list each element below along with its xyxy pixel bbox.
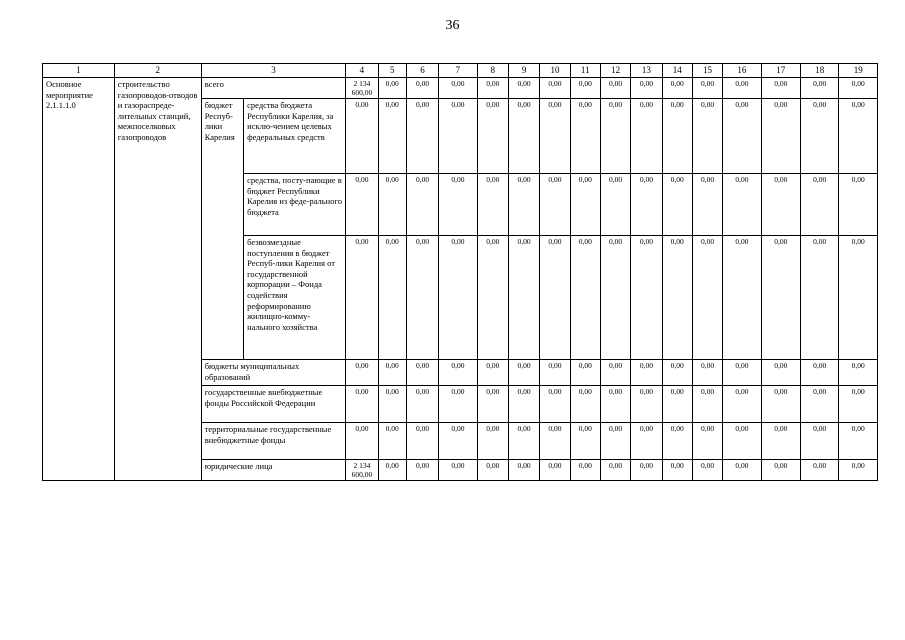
value-cell: 0,00 bbox=[761, 423, 800, 460]
header-cell: 8 bbox=[477, 64, 508, 78]
value-cell: 0,00 bbox=[406, 99, 438, 174]
value-cell: 0,00 bbox=[378, 236, 406, 360]
measure-description: строительство газопроводов-отводов и газораспреде-лительных станций, межпоселковых газопроводов bbox=[114, 78, 201, 481]
value-cell: 0,00 bbox=[600, 423, 630, 460]
value-cell: 0,00 bbox=[801, 78, 839, 99]
value-cell: 0,00 bbox=[662, 78, 692, 99]
value-cell: 0,00 bbox=[439, 386, 477, 423]
value-cell: 0,00 bbox=[801, 174, 839, 236]
value-cell: 0,00 bbox=[439, 423, 477, 460]
header-cell: 2 bbox=[114, 64, 201, 78]
value-cell: 0,00 bbox=[508, 360, 539, 386]
value-cell: 0,00 bbox=[723, 423, 761, 460]
value-cell: 0,00 bbox=[631, 174, 662, 236]
value-cell: 0,00 bbox=[508, 78, 539, 99]
value-cell: 0,00 bbox=[378, 460, 406, 481]
row-label: территориальные государственные внебюджетные фонды bbox=[201, 423, 346, 460]
total-value: 0,00 bbox=[346, 174, 378, 236]
value-cell: 0,00 bbox=[692, 99, 722, 174]
header-cell: 14 bbox=[662, 64, 692, 78]
value-cell: 0,00 bbox=[477, 386, 508, 423]
header-cell: 10 bbox=[540, 64, 570, 78]
row-label: средства, посту-пающие в бюджет Республики Карелия из феде-рального бюджета bbox=[244, 174, 346, 236]
value-cell: 0,00 bbox=[723, 236, 761, 360]
value-cell: 0,00 bbox=[631, 460, 662, 481]
value-cell: 0,00 bbox=[477, 236, 508, 360]
value-cell: 0,00 bbox=[600, 99, 630, 174]
value-cell: 0,00 bbox=[692, 236, 722, 360]
value-cell: 0,00 bbox=[378, 386, 406, 423]
value-cell: 0,00 bbox=[477, 360, 508, 386]
value-cell: 0,00 bbox=[406, 236, 438, 360]
header-cell: 18 bbox=[801, 64, 839, 78]
value-cell: 0,00 bbox=[692, 460, 722, 481]
value-cell: 0,00 bbox=[761, 78, 800, 99]
value-cell: 0,00 bbox=[477, 460, 508, 481]
value-cell: 0,00 bbox=[406, 78, 438, 99]
value-cell: 0,00 bbox=[839, 423, 878, 460]
value-cell: 0,00 bbox=[600, 360, 630, 386]
value-cell: 0,00 bbox=[477, 99, 508, 174]
value-cell: 0,00 bbox=[761, 236, 800, 360]
header-cell: 7 bbox=[439, 64, 477, 78]
value-cell: 0,00 bbox=[761, 386, 800, 423]
value-cell: 0,00 bbox=[406, 423, 438, 460]
value-cell: 0,00 bbox=[406, 360, 438, 386]
value-cell: 0,00 bbox=[631, 423, 662, 460]
total-value: 0,00 bbox=[346, 99, 378, 174]
value-cell: 0,00 bbox=[839, 360, 878, 386]
total-value: 0,00 bbox=[346, 386, 378, 423]
value-cell: 0,00 bbox=[540, 236, 570, 360]
value-cell: 0,00 bbox=[723, 360, 761, 386]
group-label: бюджет Респуб-лики Карелия bbox=[201, 99, 243, 360]
value-cell: 0,00 bbox=[477, 78, 508, 99]
value-cell: 0,00 bbox=[662, 236, 692, 360]
value-cell: 0,00 bbox=[439, 236, 477, 360]
value-cell: 0,00 bbox=[839, 99, 878, 174]
value-cell: 0,00 bbox=[723, 386, 761, 423]
header-cell: 5 bbox=[378, 64, 406, 78]
header-cell: 17 bbox=[761, 64, 800, 78]
value-cell: 0,00 bbox=[723, 174, 761, 236]
header-cell: 13 bbox=[631, 64, 662, 78]
value-cell: 0,00 bbox=[631, 360, 662, 386]
value-cell: 0,00 bbox=[761, 99, 800, 174]
header-cell: 12 bbox=[600, 64, 630, 78]
value-cell: 0,00 bbox=[761, 360, 800, 386]
value-cell: 0,00 bbox=[570, 99, 600, 174]
value-cell: 0,00 bbox=[662, 174, 692, 236]
row-label: средства бюджета Республики Карелия, за исклю-чением целевых федеральных средств bbox=[244, 99, 346, 174]
budget-table bbox=[42, 63, 878, 481]
header-row bbox=[43, 64, 878, 78]
value-cell: 0,00 bbox=[662, 460, 692, 481]
value-cell: 0,00 bbox=[508, 460, 539, 481]
value-cell: 0,00 bbox=[540, 99, 570, 174]
total-value: 2 134 600,00 bbox=[346, 460, 378, 481]
value-cell: 0,00 bbox=[570, 78, 600, 99]
value-cell: 0,00 bbox=[406, 386, 438, 423]
page-number: 36 bbox=[445, 18, 460, 33]
value-cell: 0,00 bbox=[508, 423, 539, 460]
value-cell: 0,00 bbox=[761, 460, 800, 481]
value-cell: 0,00 bbox=[570, 460, 600, 481]
value-cell: 0,00 bbox=[801, 423, 839, 460]
value-cell: 0,00 bbox=[600, 460, 630, 481]
value-cell: 0,00 bbox=[477, 174, 508, 236]
value-cell: 0,00 bbox=[378, 174, 406, 236]
row-label: всего bbox=[201, 78, 346, 99]
row-label: государственные внебюджетные фонды Российской Федерации bbox=[201, 386, 346, 423]
value-cell: 0,00 bbox=[439, 99, 477, 174]
total-value: 2 134 600,00 bbox=[346, 78, 378, 99]
value-cell: 0,00 bbox=[570, 386, 600, 423]
header-cell: 19 bbox=[839, 64, 878, 78]
header-cell: 11 bbox=[570, 64, 600, 78]
value-cell: 0,00 bbox=[540, 386, 570, 423]
row-label: безвозмездные поступления в бюджет Респуб-лики Карелия от государственной корпорации – Фонда содействия реформированию жилищно-комму-нального хозяйства bbox=[244, 236, 346, 360]
value-cell: 0,00 bbox=[631, 99, 662, 174]
value-cell: 0,00 bbox=[801, 236, 839, 360]
value-cell: 0,00 bbox=[508, 386, 539, 423]
value-cell: 0,00 bbox=[570, 360, 600, 386]
value-cell: 0,00 bbox=[378, 423, 406, 460]
value-cell: 0,00 bbox=[600, 174, 630, 236]
value-cell: 0,00 bbox=[839, 174, 878, 236]
value-cell: 0,00 bbox=[570, 174, 600, 236]
value-cell: 0,00 bbox=[801, 386, 839, 423]
value-cell: 0,00 bbox=[540, 423, 570, 460]
value-cell: 0,00 bbox=[378, 360, 406, 386]
value-cell: 0,00 bbox=[662, 386, 692, 423]
value-cell: 0,00 bbox=[600, 386, 630, 423]
value-cell: 0,00 bbox=[839, 386, 878, 423]
value-cell: 0,00 bbox=[631, 386, 662, 423]
total-value: 0,00 bbox=[346, 360, 378, 386]
value-cell: 0,00 bbox=[570, 236, 600, 360]
value-cell: 0,00 bbox=[692, 78, 722, 99]
value-cell: 0,00 bbox=[801, 99, 839, 174]
value-cell: 0,00 bbox=[439, 174, 477, 236]
value-cell: 0,00 bbox=[540, 360, 570, 386]
value-cell: 0,00 bbox=[662, 423, 692, 460]
value-cell: 0,00 bbox=[439, 360, 477, 386]
header-cell: 16 bbox=[723, 64, 761, 78]
value-cell: 0,00 bbox=[477, 423, 508, 460]
value-cell: 0,00 bbox=[801, 460, 839, 481]
value-cell: 0,00 bbox=[378, 78, 406, 99]
header-cell: 4 bbox=[346, 64, 378, 78]
total-value: 0,00 bbox=[346, 236, 378, 360]
value-cell: 0,00 bbox=[540, 460, 570, 481]
value-cell: 0,00 bbox=[692, 386, 722, 423]
value-cell: 0,00 bbox=[508, 99, 539, 174]
value-cell: 0,00 bbox=[540, 174, 570, 236]
header-cell: 15 bbox=[692, 64, 722, 78]
value-cell: 0,00 bbox=[406, 174, 438, 236]
row-label: бюджеты муниципальных образований bbox=[201, 360, 346, 386]
value-cell: 0,00 bbox=[508, 174, 539, 236]
measure-name: Основное мероприятие 2.1.1.1.0 bbox=[43, 78, 115, 481]
value-cell: 0,00 bbox=[631, 236, 662, 360]
value-cell: 0,00 bbox=[692, 423, 722, 460]
value-cell: 0,00 bbox=[570, 423, 600, 460]
value-cell: 0,00 bbox=[662, 360, 692, 386]
value-cell: 0,00 bbox=[662, 99, 692, 174]
total-value: 0,00 bbox=[346, 423, 378, 460]
value-cell: 0,00 bbox=[723, 78, 761, 99]
value-cell: 0,00 bbox=[439, 460, 477, 481]
header-cell: 3 bbox=[201, 64, 346, 78]
header-cell: 1 bbox=[43, 64, 115, 78]
value-cell: 0,00 bbox=[839, 78, 878, 99]
value-cell: 0,00 bbox=[801, 360, 839, 386]
value-cell: 0,00 bbox=[631, 78, 662, 99]
value-cell: 0,00 bbox=[600, 236, 630, 360]
table-row bbox=[43, 78, 878, 99]
header-cell: 9 bbox=[508, 64, 539, 78]
value-cell: 0,00 bbox=[761, 174, 800, 236]
value-cell: 0,00 bbox=[723, 99, 761, 174]
value-cell: 0,00 bbox=[540, 78, 570, 99]
value-cell: 0,00 bbox=[508, 236, 539, 360]
value-cell: 0,00 bbox=[723, 460, 761, 481]
value-cell: 0,00 bbox=[406, 460, 438, 481]
value-cell: 0,00 bbox=[600, 78, 630, 99]
value-cell: 0,00 bbox=[692, 174, 722, 236]
value-cell: 0,00 bbox=[378, 99, 406, 174]
value-cell: 0,00 bbox=[839, 460, 878, 481]
value-cell: 0,00 bbox=[439, 78, 477, 99]
value-cell: 0,00 bbox=[839, 236, 878, 360]
header-cell: 6 bbox=[406, 64, 438, 78]
value-cell: 0,00 bbox=[692, 360, 722, 386]
row-label: юридические лица bbox=[201, 460, 346, 481]
